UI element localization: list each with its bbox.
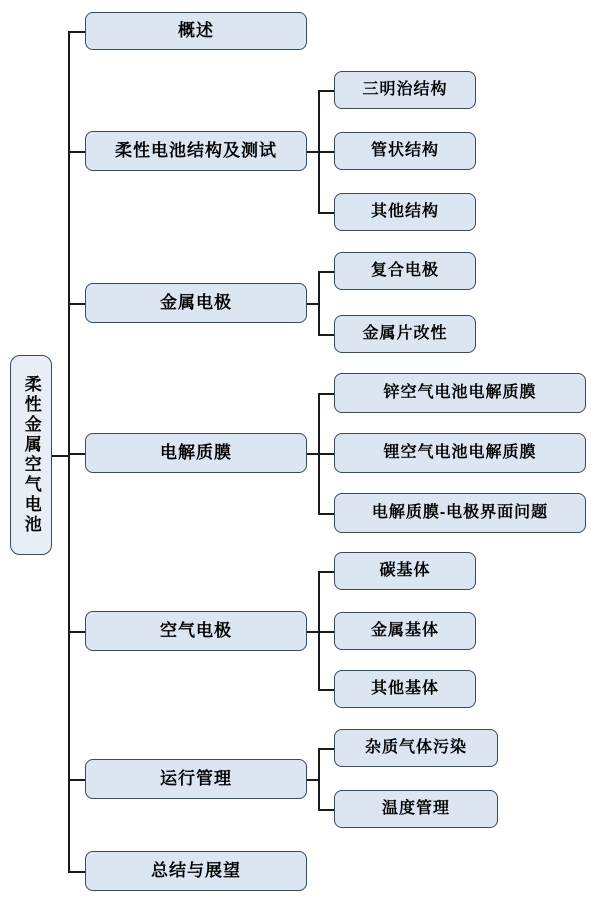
sub-spine-2	[318, 271, 320, 334]
branch-node-6: 总结与展望	[85, 851, 307, 891]
child-connector-3-0	[318, 393, 334, 395]
child-node-1-0: 三明治结构	[334, 71, 476, 109]
trunk-connector	[68, 31, 70, 871]
child-node-1-1: 管状结构	[334, 132, 476, 170]
branch-connector-2	[68, 303, 85, 305]
branch-stub-1	[307, 151, 318, 153]
child-connector-3-1	[318, 453, 334, 455]
branch-connector-5	[68, 779, 85, 781]
branch-node-4: 空气电极	[85, 611, 307, 651]
branch-connector-4	[68, 631, 85, 633]
child-connector-5-0	[318, 748, 334, 750]
child-node-2-0: 复合电极	[334, 252, 476, 290]
child-node-4-0: 碳基体	[334, 552, 476, 590]
child-connector-3-2	[318, 513, 334, 515]
child-node-5-0: 杂质气体污染	[334, 729, 498, 767]
branch-node-0: 概述	[85, 12, 307, 50]
root-node: 柔性金属空气电池	[10, 355, 52, 555]
child-connector-4-2	[318, 689, 334, 691]
child-connector-1-0	[318, 90, 334, 92]
branch-stub-5	[307, 779, 318, 781]
child-connector-1-2	[318, 212, 334, 214]
child-node-5-1: 温度管理	[334, 790, 498, 828]
child-node-1-2: 其他结构	[334, 193, 476, 231]
child-connector-4-1	[318, 631, 334, 633]
child-connector-4-0	[318, 571, 334, 573]
sub-spine-5	[318, 748, 320, 809]
branch-stub-4	[307, 631, 318, 633]
branch-node-5: 运行管理	[85, 759, 307, 799]
child-node-3-1: 锂空气电池电解质膜	[334, 433, 586, 473]
sub-spine-4	[318, 571, 320, 689]
branch-stub-3	[307, 453, 318, 455]
child-node-4-1: 金属基体	[334, 612, 476, 650]
child-connector-1-1	[318, 151, 334, 153]
branch-connector-1	[68, 151, 85, 153]
child-connector-2-0	[318, 271, 334, 273]
child-node-4-2: 其他基体	[334, 670, 476, 708]
child-connector-5-1	[318, 809, 334, 811]
branch-node-2: 金属电极	[85, 283, 307, 323]
branch-stub-2	[307, 303, 318, 305]
root-stub-connector	[52, 455, 68, 457]
child-node-3-2: 电解质膜-电极界面问题	[334, 493, 586, 533]
branch-connector-6	[68, 871, 85, 873]
branch-node-3: 电解质膜	[85, 433, 307, 473]
child-node-2-1: 金属片改性	[334, 315, 476, 353]
child-node-3-0: 锌空气电池电解质膜	[334, 373, 586, 413]
branch-connector-3	[68, 453, 85, 455]
branch-connector-0	[68, 31, 85, 33]
child-connector-2-1	[318, 334, 334, 336]
branch-node-1: 柔性电池结构及测试	[85, 131, 307, 171]
